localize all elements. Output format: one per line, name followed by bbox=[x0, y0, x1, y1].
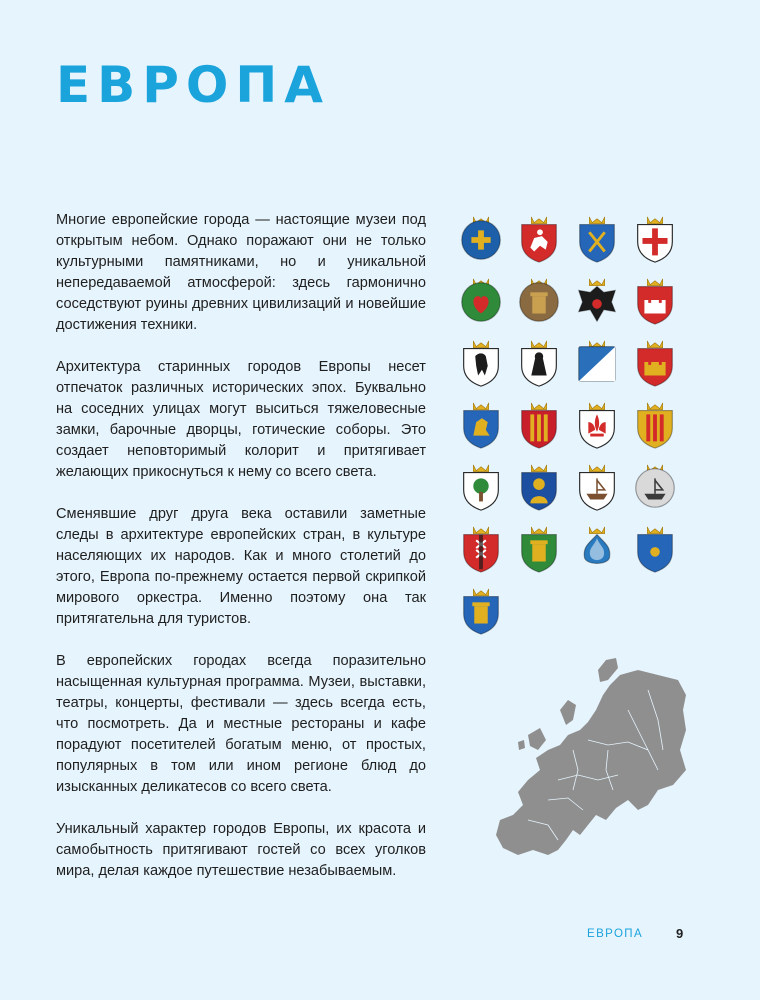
madrid-bear-crest-icon bbox=[453, 460, 509, 514]
round-blue-cross-crest-icon bbox=[453, 212, 509, 266]
barcelona-crest-icon bbox=[627, 398, 683, 452]
europe-map-icon bbox=[488, 650, 688, 860]
red-shield-st-george-icon bbox=[511, 212, 567, 266]
blue-shield-lion-crest-icon bbox=[453, 398, 509, 452]
page-title: ЕВРОПА bbox=[56, 56, 330, 114]
florence-lily-crest-icon bbox=[569, 398, 625, 452]
section-label: ЕВРОПА bbox=[587, 928, 644, 940]
berlin-bear-crest-icon bbox=[453, 336, 509, 390]
red-crowned-shield-icon bbox=[511, 398, 567, 452]
page-number: 9 bbox=[676, 926, 684, 941]
copenhagen-crest-icon bbox=[453, 584, 509, 638]
black-double-eagle-icon bbox=[569, 274, 625, 328]
paragraph: Уникальный характер городов Европы, их красота и самобытность притягивают гостей со всех уголков мира, делая каждое путешествие незабываемым. bbox=[56, 821, 426, 879]
blue-shield-saint-crest-icon bbox=[511, 460, 567, 514]
article-body bbox=[56, 210, 426, 903]
brussels-crest-icon bbox=[511, 522, 567, 576]
bucharest-crest-icon bbox=[627, 522, 683, 576]
green-wreath-crest-icon bbox=[453, 274, 509, 328]
munich-monk-crest-icon bbox=[511, 336, 567, 390]
istanbul-tulip-emblem-icon bbox=[569, 522, 625, 576]
paragraph: В европейских городах всегда поразительно насыщенная культурная программа. Музеи, выставки, театры, концерты, фестивали — здесь всегда есть, что посмотреть. Да и местные рестораны и кафе порадуют посетителей богатым меню, от простых, популярных в том или ином регионе блюд до изысканных деликатесов со всего света. bbox=[56, 653, 426, 795]
ornate-crowned-crest-icon bbox=[511, 274, 567, 328]
white-shield-red-cross-icon bbox=[627, 212, 683, 266]
blue-shield-crowned-crest-icon bbox=[569, 212, 625, 266]
red-castle-crest-icon bbox=[627, 274, 683, 328]
paragraph: Сменявшие друг друга века оставили заметные следы в архитектуре европейских стран, в культуре населяющих их народов. Как и много столетий до этого, Европа по-прежнему остается первой скрипкой мирового оркестра. Именно поэтому она так притягательна для туристов. bbox=[56, 506, 426, 627]
paragraph: Архитектура старинных городов Европы несет отпечаток различных исторических эпох. Буквально на соседних улицах могут выситься тяжеловесные замки, барочные дворцы, готические соборы. Это создает неповторимый колорит и притягивает желающих прикоснуться к нему со всего света. bbox=[56, 359, 426, 480]
gray-ship-crest-icon bbox=[627, 460, 683, 514]
budapest-crest-icon bbox=[627, 336, 683, 390]
amsterdam-lions-crest-icon bbox=[453, 522, 509, 576]
zurich-blue-white-crest-icon bbox=[569, 336, 625, 390]
coat-of-arms-grid bbox=[453, 212, 683, 638]
lisbon-ship-crest-icon bbox=[569, 460, 625, 514]
paragraph: Многие европейские города — настоящие музеи под открытым небом. Однако поражают они не только культурными памятниками, но и уникальной непередаваемой атмосферой: здесь гармонично соседствуют руины древних цивилизаций и новейшие достижения техники. bbox=[56, 212, 426, 333]
